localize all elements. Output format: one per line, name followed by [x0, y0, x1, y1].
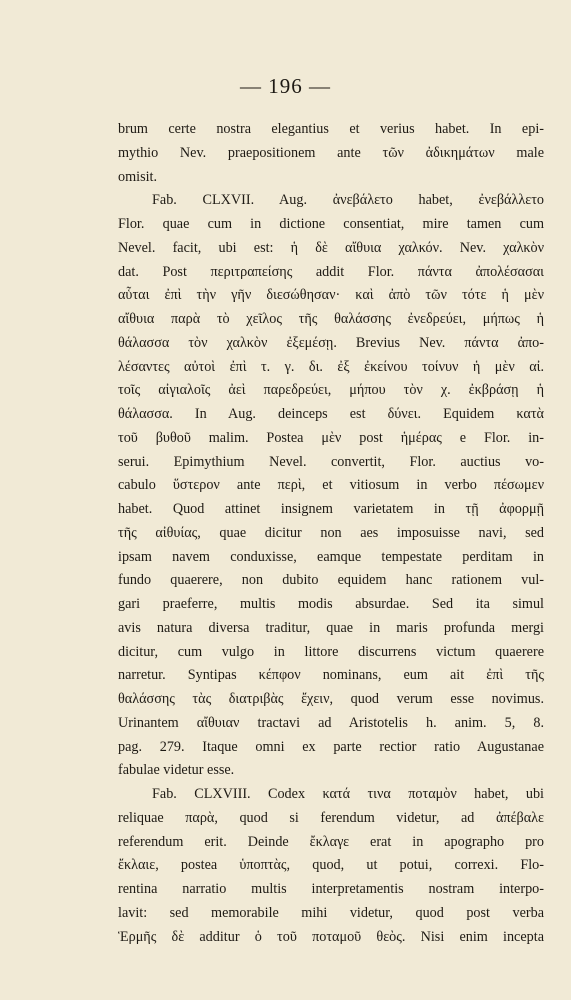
text-line: θαλάσσης τὰς διατριβὰς ἔχειν, quod verum esse novimus. [118, 691, 544, 707]
text-block [118, 118, 544, 949]
text-line: Urinantem αἴθυιαν tractavi ad Aristotelis h. anim. 5, 8. [118, 714, 544, 731]
text-line: lavit: sed memorabile mihi videtur, quod post verba [118, 904, 544, 921]
text-line: dicitur, cum vulgo in littore discurrens victum quaerere [118, 643, 544, 660]
text-line: omisit. [118, 168, 158, 185]
text-line: avis natura diversa traditur, quae in maris profunda mergi [118, 619, 544, 636]
text-line: τοῦ βυθοῦ malim. Postea μὲν post ἡμέρας e Flor. in- [118, 429, 544, 446]
text-line: dat. Post περιτραπείσης addit Flor. πάντα ἀπολέσασαι [118, 263, 544, 280]
text-line: referendum erit. Deinde ἔκλαγε erat in apographo pro [118, 833, 544, 850]
text-line: ipsam navem conduxisse, eamque tempestate perditam in [118, 548, 544, 565]
text-line: gari praeferre, multis modis absurdae. Sed ita simul [118, 596, 544, 612]
text-line: θάλασσα τὸν χαλκὸν ἐξεμέσῃ. Brevius Nev. πάντα ἀπο- [118, 334, 544, 351]
text-line: Flor. quae cum in dictione consentiat, mire tamen cum [118, 216, 544, 232]
text-line: τῆς αἰθυίας, quae dicitur non aes imposuisse navi, sed [118, 524, 544, 541]
text-line: ἔκλαιε, postea ὑποπτὰς, quod, ut potui, correxi. Flo- [118, 857, 544, 874]
text-line: rentina narratio multis interpretamentis nostram interpo- [118, 881, 544, 897]
text-line: habet. Quod attinet insignem varietatem in τῇ ἀφορμῇ [118, 501, 544, 517]
text-line: αἴθυια παρὰ τὸ χεῖλος τῆς θαλάσσης ἐνεδρεύει, μήπως ἡ [118, 311, 544, 327]
text-line: fabulae videtur esse. [118, 762, 235, 779]
text-line: λέσαντες αὐτοὶ ἐπὶ τ. γ. δι. ἐξ ἐκείνου τοίνυν ἡ μὲν αἰ. [118, 358, 544, 375]
page-number: — 196 — [240, 74, 331, 98]
text-line: Nevel. facit, ubi est: ἡ δὲ αἴθυια χαλκόν. Nev. χαλκὸν [118, 239, 544, 256]
text-line: τοῖς αἰγιαλοῖς ἀεὶ παρεδρεύει, μήπου τὸν χ. ἐκβράσῃ ἡ [118, 382, 544, 399]
text-line: narretur. Syntipas κέπφον nominans, eum ait ἐπὶ τῆς [118, 667, 544, 684]
text-line: fundo quaerere, non dubito equidem hanc rationem vul- [118, 572, 544, 589]
text-line: brum certe nostra elegantius et verius habet. In epi- [118, 121, 544, 137]
text-line: αὗται ἐπὶ τὴν γῆν διεσώθησαν· καὶ ἀπὸ τῶν τότε ἡ μὲν [118, 287, 544, 304]
text-line: Fab. CLXVIII. Codex κατά τινα ποταμὸν habet, ubi [152, 786, 544, 802]
text-line: Ἑρμῆς δὲ additur ὁ τοῦ ποταμοῦ θεὸς. Nisi enim incepta [118, 928, 544, 945]
text-line: Fab. CLXVII. Aug. ἀνεβάλετο habet, ἐνεβάλλετο [152, 192, 544, 209]
text-line: mythio Nev. praepositionem ante τῶν ἀδικημάτων male [118, 144, 544, 161]
text-line: cabulo ὕστερον ante περὶ, et vitiosum in verbo πέσωμεν [118, 477, 544, 494]
text-line: pag. 279. Itaque omni ex parte rectior ratio Augustanae [118, 738, 544, 755]
text-line: serui. Epimythium Nevel. convertit, Flor. auctius vo- [118, 453, 544, 470]
text-line: reliquae παρὰ, quod si ferendum videtur, ad ἀπέβαλε [118, 809, 544, 826]
text-line: θάλασσα. In Aug. deinceps est δύνει. Equidem κατὰ [118, 406, 544, 422]
